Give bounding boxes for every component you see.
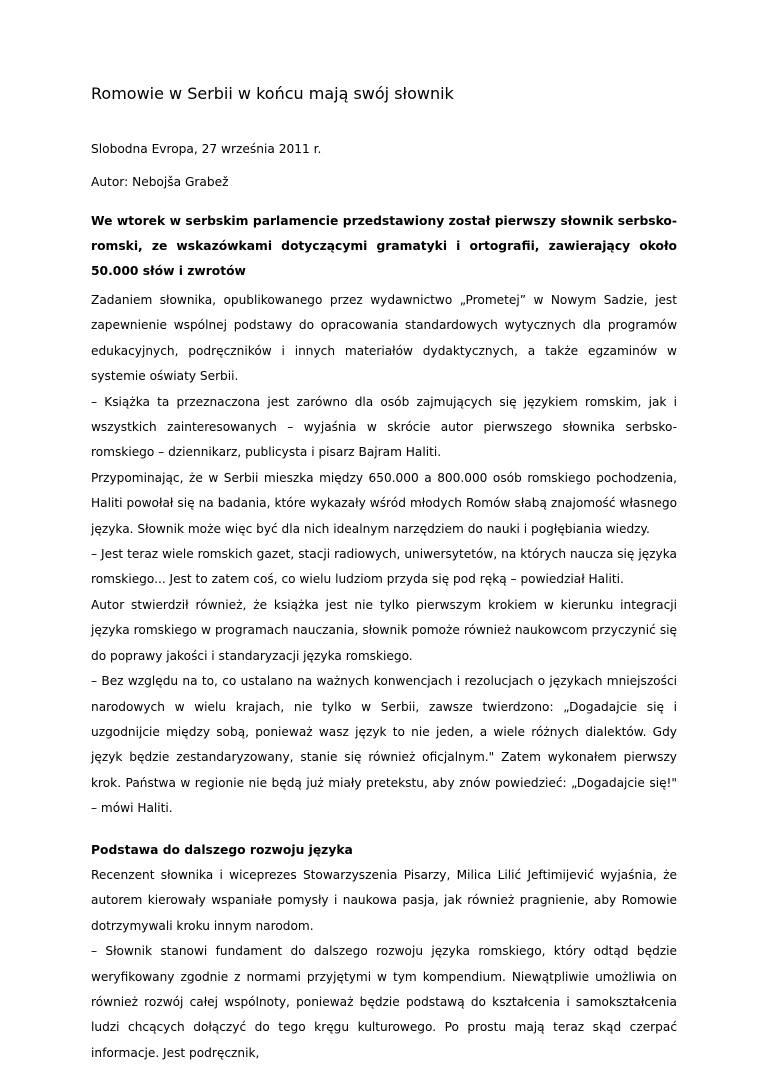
section-subheading: Podstawa do dalszego rozwoju języka [91,842,353,857]
paragraph: – Słownik stanowi fundament do dalszego rozwoju języka romskiego, który odtąd będzie weryfikowany zgodnie z normami przyjętymi w tym kompendium. Niewątpliwie umożliwia on również rozwój całej wspólnoty, ponieważ będzie podstawą do kształcenia i samokształcenia ludzi chcących dołączyć do tego kręgu kulturowego. Po prostu mają teraz skąd czerpać informacje. Jest podręcznik, [91,944,677,1060]
article-title: Romowie w Serbii w końcu mają swój słownik [91,84,454,103]
author-line: Autor: Nebojša Grabež [91,175,229,189]
paragraph: – Bez względu na to, co ustalano na ważnych konwencjach i rezolucjach o językach mniejszości narodowych w wielu krajach, nie tylko w Serbii, zawsze twierdzono: „Dogadajcie się i uzgodnijcie między sobą, ponieważ wasz język to nie jeden, a wiele różnych dialektów. Gdy język będzie zestandaryzowany, stanie się również oficjalnym." Zatem wykonałem pierwszy krok. Państwa w regionie nie będą już miały pretekstu, aby znów powiedzieć: „Dogadajcie się!" – mówi Haliti. [91,674,677,816]
paragraph: Przypominając, że w Serbii mieszka między 650.000 a 800.000 osób romskiego pochodzenia, Haliti powołał się na badania, które wykazały wśród młodych Romów słabą znajomość własnego języka. Słownik może więc być dla nich idealnym narzędziem do nauki i pogłębiania wiedzy. [91,470,677,536]
article-body [91,288,677,1066]
paragraph: – Jest teraz wiele romskich gazet, stacji radiowych, uniwersytetów, na których naucza się języka romskiego... Jest to zatem coś, co wielu ludziom przyda się pod ręką – powiedział Haliti. [91,547,677,587]
paragraph: Zadaniem słownika, opublikowanego przez wydawnictwo „Prometej” w Nowym Sadzie, jest zapewnienie wspólnej podstawy do opracowania standardowych wytycznych dla programów edukacyjnych, podręczników i innych materiałów dydaktycznych, a także egzaminów w systemie oświaty Serbii. [91,293,677,384]
paragraph: Recenzent słownika i wiceprezes Stowarzyszenia Pisarzy, Milica Lilić Jeftimijević wyjaśnia, że autorem kierowały wspaniałe pomysły i naukowa pasja, jak również pragnienie, aby Romowie dotrzymywali kroku innym narodom. [91,867,677,933]
source-line: Slobodna Evropa, 27 września 2011 r. [91,142,322,156]
article-lead: We wtorek w serbskim parlamencie przedstawiony został pierwszy słownik serbsko-romski, ze wskazówkami dotyczącymi gramatyki i ortografii, zawierający około 50.000 słów i zwrotów [91,214,677,278]
paragraph: – Książka ta przeznaczona jest zarówno dla osób zajmujących się językiem romskim, jak i wszystkich zainteresowanych – wyjaśnia w skrócie autor pierwszego słownika serbsko-romskiego – dziennikarz, publicysta i pisarz Bajram Haliti. [91,394,677,460]
paragraph: Autor stwierdził również, że książka jest nie tylko pierwszym krokiem w kierunku integracji języka romskiego w programach nauczania, słownik pomoże również naukowcom przyczynić się do poprawy jakości i standaryzacji języka romskiego. [91,597,677,663]
